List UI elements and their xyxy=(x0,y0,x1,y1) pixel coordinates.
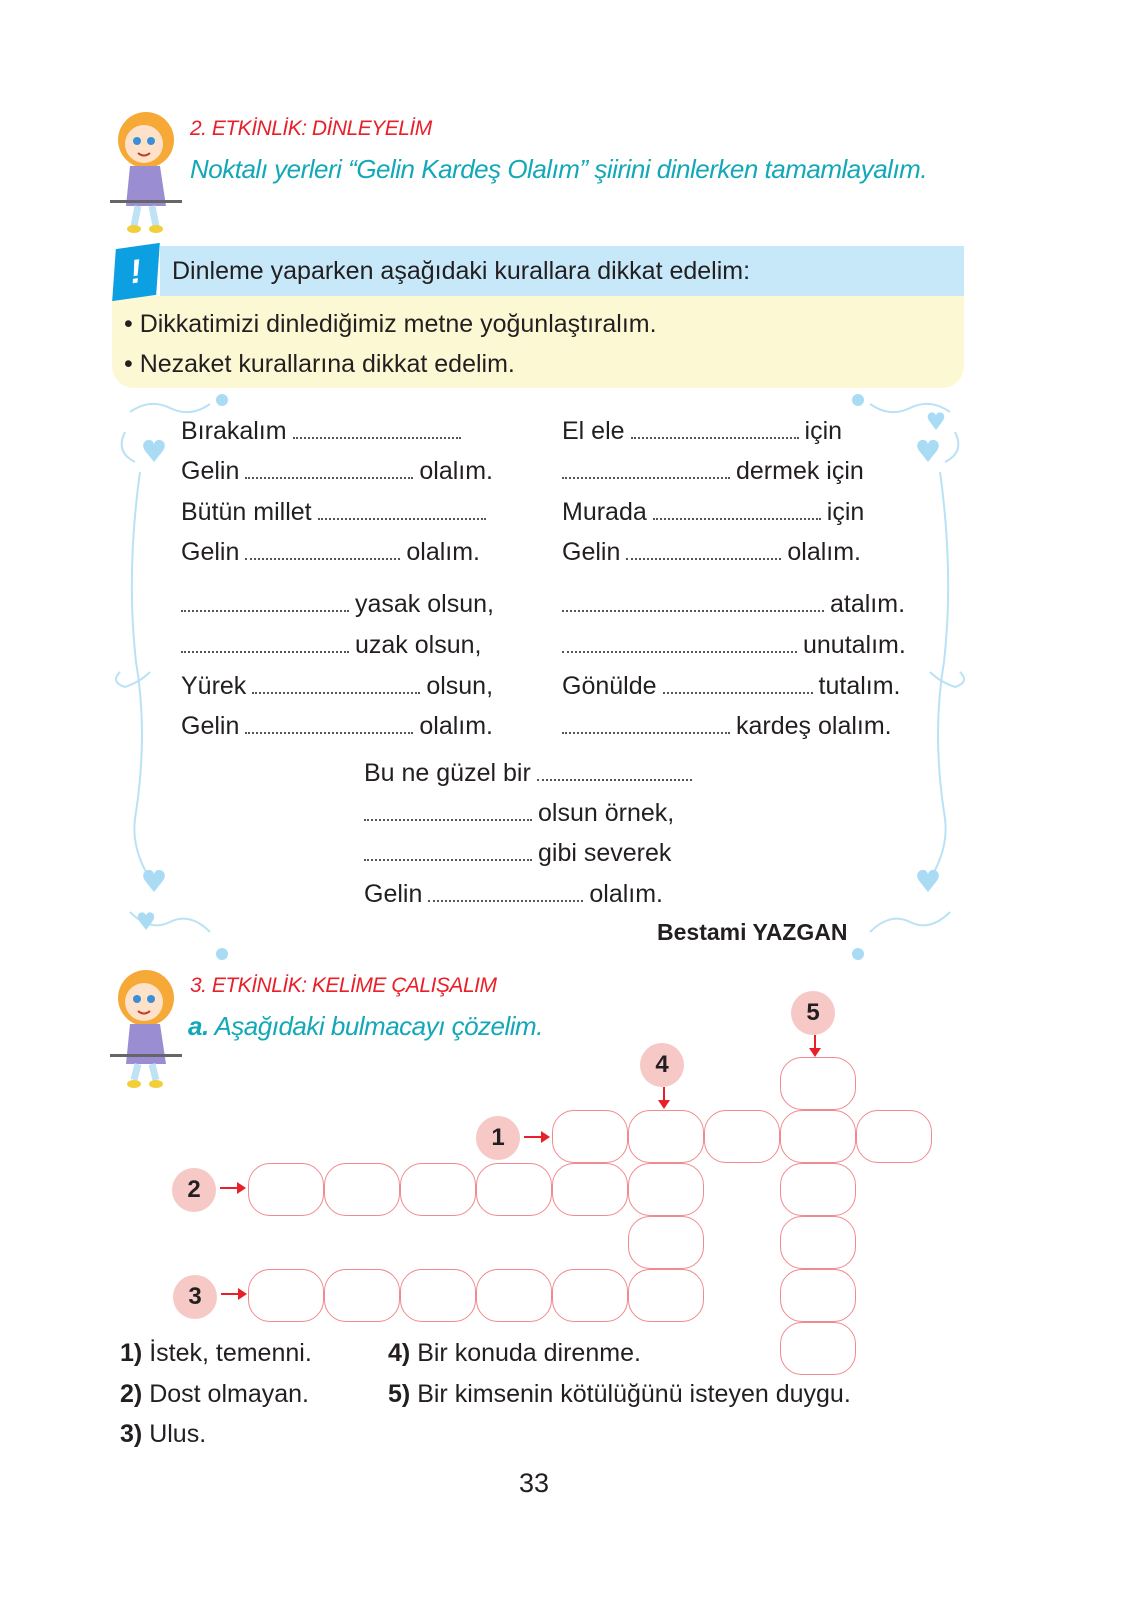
crossword-cell[interactable] xyxy=(552,1269,628,1322)
clue-3: 3) Ulus. xyxy=(120,1420,207,1448)
crossword-cell[interactable] xyxy=(628,1216,704,1269)
exclamation-icon: ! xyxy=(112,243,160,301)
poem-line: olsun örnek, xyxy=(364,798,674,828)
rule-item: • Nezaket kurallarına dikkat edelim. xyxy=(124,350,515,378)
activity2-instruction: Noktalı yerleri “Gelin Kardeş Olalım” şiirini dinlerken tamamlayalım. xyxy=(190,154,928,184)
fill-blank[interactable] xyxy=(428,900,583,902)
crossword-cell[interactable] xyxy=(400,1163,476,1216)
fill-blank[interactable] xyxy=(245,477,413,479)
crossword-cell[interactable] xyxy=(476,1269,552,1322)
clue-number-1: 1 xyxy=(476,1116,520,1160)
crossword-cell[interactable] xyxy=(780,1269,856,1322)
clue-number-4: 4 xyxy=(640,1043,684,1087)
clue-2: 2) Dost olmayan. xyxy=(120,1380,309,1408)
fill-blank[interactable] xyxy=(245,558,400,560)
poem-line: Murada için xyxy=(562,498,865,526)
crossword-cell[interactable] xyxy=(552,1163,628,1216)
clue-number-2: 2 xyxy=(172,1168,216,1212)
rules-list xyxy=(112,296,964,388)
clue-number-5: 5 xyxy=(791,991,835,1035)
activity3-title: 3. ETKİNLİK: KELİME ÇALIŞALIM xyxy=(190,974,497,997)
fill-blank[interactable] xyxy=(245,732,413,734)
fill-blank[interactable] xyxy=(626,558,781,560)
fill-blank[interactable] xyxy=(364,859,532,861)
arrow-icon xyxy=(221,1293,245,1295)
fill-blank[interactable] xyxy=(293,437,461,439)
poem-line: Bu ne güzel bir xyxy=(364,758,698,788)
fill-blank[interactable] xyxy=(181,610,349,612)
fill-blank[interactable] xyxy=(663,692,813,694)
activity3-instruction: a. Aşağıdaki bulmacayı çözelim. xyxy=(188,1011,543,1041)
fill-blank[interactable] xyxy=(562,732,730,734)
clue-5: 5) Bir kimsenin kötülüğünü isteyen duygu. xyxy=(388,1380,851,1408)
crossword-cell[interactable] xyxy=(628,1110,704,1163)
crossword-cell[interactable] xyxy=(248,1269,324,1322)
crossword-cell[interactable] xyxy=(476,1163,552,1216)
crossword-cell[interactable] xyxy=(628,1269,704,1322)
rule-item: • Dikkatimizi dinlediğimiz metne yoğunlaştıralım. xyxy=(124,310,657,338)
crossword-cell[interactable] xyxy=(324,1269,400,1322)
poem-line: El ele için xyxy=(562,417,843,445)
page-number: 33 xyxy=(519,1468,550,1498)
fill-blank[interactable] xyxy=(562,651,797,653)
crossword-cell[interactable] xyxy=(248,1163,324,1216)
girl-illustration xyxy=(108,108,184,236)
crossword-cell[interactable] xyxy=(856,1110,932,1163)
activity2-title: 2. ETKİNLİK: DİNLEYELİM xyxy=(190,117,432,140)
crossword-cell[interactable] xyxy=(780,1322,856,1375)
arrow-icon xyxy=(814,1035,816,1055)
poem-line: uzak olsun, xyxy=(181,630,481,660)
poem-line: Gelin olalım. xyxy=(181,712,494,740)
arrow-icon xyxy=(663,1087,665,1107)
fill-blank[interactable] xyxy=(631,437,799,439)
fill-blank[interactable] xyxy=(562,610,824,612)
poem-line: unutalım. xyxy=(562,630,906,660)
arrow-icon xyxy=(524,1136,548,1138)
fill-blank[interactable] xyxy=(537,779,692,781)
poem-line: gibi severek xyxy=(364,838,671,868)
crossword-cell[interactable] xyxy=(628,1163,704,1216)
fill-blank[interactable] xyxy=(318,518,486,520)
poem-line: Yürek olsun, xyxy=(181,672,494,700)
poem-line: Bütün millet xyxy=(181,497,492,527)
crossword-cell[interactable] xyxy=(780,1110,856,1163)
fill-blank[interactable] xyxy=(562,477,730,479)
poem-line: Bırakalım xyxy=(181,416,467,446)
crossword-cell[interactable] xyxy=(780,1216,856,1269)
arrow-icon xyxy=(220,1187,244,1189)
crossword-cell[interactable] xyxy=(704,1110,780,1163)
crossword-cell[interactable] xyxy=(780,1057,856,1110)
fill-blank[interactable] xyxy=(252,692,420,694)
poem-line: Gelin olalım. xyxy=(562,538,862,566)
clue-number-3: 3 xyxy=(173,1275,217,1319)
poem-line: dermek için xyxy=(562,456,864,486)
poem-line: atalım. xyxy=(562,589,905,619)
poem-author: Bestami YAZGAN xyxy=(657,919,848,945)
fill-blank[interactable] xyxy=(364,819,532,821)
poem-line: Gelin olalım. xyxy=(364,880,664,908)
crossword-cell[interactable] xyxy=(324,1163,400,1216)
poem-line: kardeş olalım. xyxy=(562,711,892,741)
rules-heading: Dinleme yaparken aşağıdaki kurallara dikkat edelim: xyxy=(160,246,964,296)
poem-line: Gelin olalım. xyxy=(181,538,481,566)
poem-line: Gelin olalım. xyxy=(181,457,494,485)
clue-4: 4) Bir konuda direnme. xyxy=(388,1339,641,1367)
clue-1: 1) İstek, temenni. xyxy=(120,1339,312,1367)
fill-blank[interactable] xyxy=(653,518,821,520)
crossword-cell[interactable] xyxy=(552,1110,628,1163)
poem-line: yasak olsun, xyxy=(181,589,494,619)
crossword-cell[interactable] xyxy=(780,1163,856,1216)
fill-blank[interactable] xyxy=(181,651,349,653)
poem-line: Gönülde tutalım. xyxy=(562,672,901,700)
girl-illustration xyxy=(108,966,184,1094)
crossword-cell[interactable] xyxy=(400,1269,476,1322)
